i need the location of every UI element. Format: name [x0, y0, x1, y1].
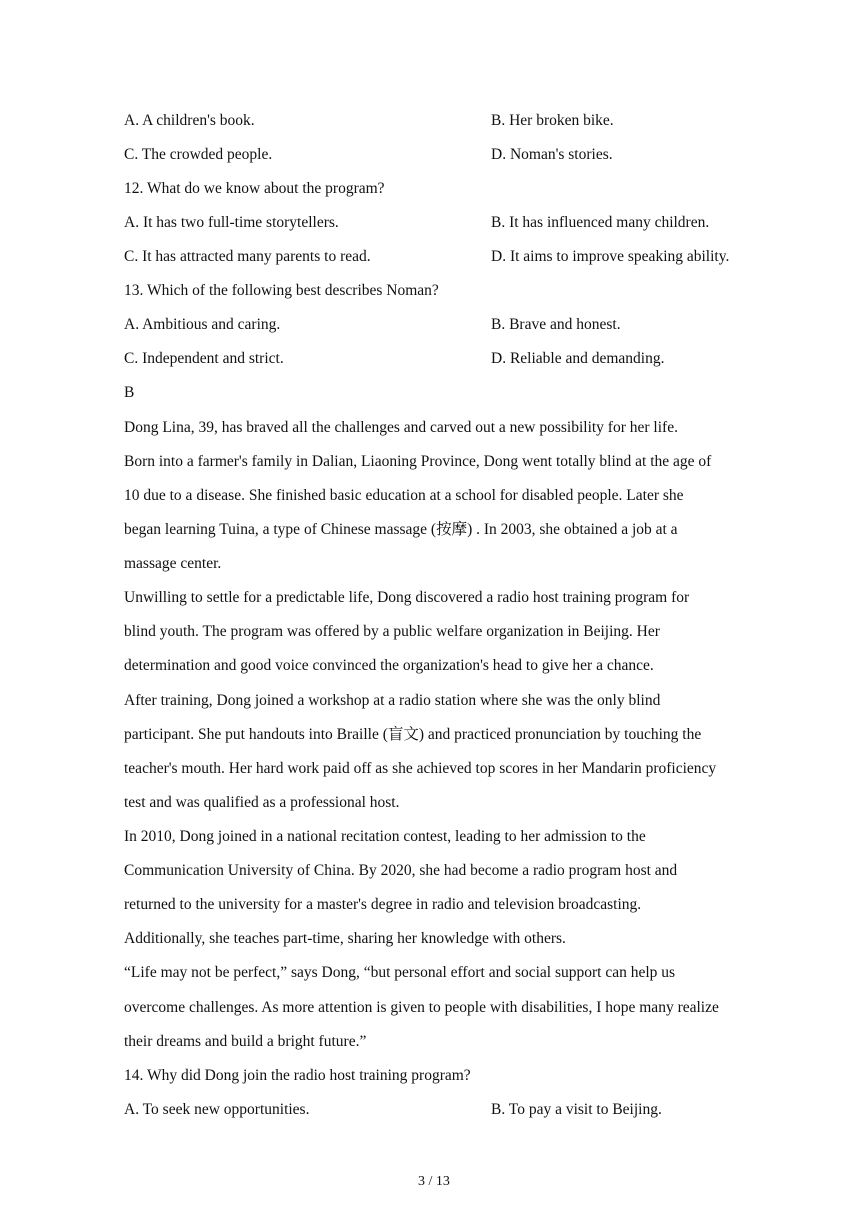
- q11-option-b: B. Her broken bike.: [491, 112, 614, 129]
- passage-line: Unwilling to settle for a predictable life, Dong discovered a radio host training program for: [124, 589, 690, 606]
- passage-line: began learning Tuina, a type of Chinese massage (按摩) . In 2003, she obtained a job at a: [124, 521, 678, 538]
- q12-option-a: A. It has two full-time storytellers.: [124, 214, 339, 231]
- passage-line: Communication University of China. By 2020, she had become a radio program host and: [124, 862, 678, 879]
- q13-option-c: C. Independent and strict.: [124, 350, 284, 367]
- q13-option-a: A. Ambitious and caring.: [124, 316, 281, 333]
- passage-line: In 2010, Dong joined in a national recitation contest, leading to her admission to the: [124, 828, 646, 845]
- passage-line: test and was qualified as a professional host.: [124, 794, 400, 811]
- q12-option-d: D. It aims to improve speaking ability.: [491, 248, 730, 265]
- q11-option-c: C. The crowded people.: [124, 146, 273, 163]
- section-label: B: [124, 384, 135, 401]
- passage-line: determination and good voice convinced the organization's head to give her a chance.: [124, 657, 654, 674]
- passage-line: “Life may not be perfect,” says Dong, “but personal effort and social support can help us: [124, 964, 676, 981]
- passage-line: blind youth. The program was offered by a public welfare organization in Beijing. Her: [124, 623, 660, 640]
- q14-stem: 14. Why did Dong join the radio host training program?: [124, 1067, 471, 1084]
- passage-line: returned to the university for a master's degree in radio and television broadcasting.: [124, 896, 642, 913]
- passage-line: Born into a farmer's family in Dalian, Liaoning Province, Dong went totally blind at the age of: [124, 453, 712, 470]
- q11-option-d: D. Noman's stories.: [491, 146, 613, 163]
- q14-option-a: A. To seek new opportunities.: [124, 1101, 310, 1118]
- passage-line: After training, Dong joined a workshop at a radio station where she was the only blind: [124, 692, 661, 709]
- passage-line: Dong Lina, 39, has braved all the challenges and carved out a new possibility for her life.: [124, 419, 678, 436]
- passage-line: participant. She put handouts into Braille (盲文) and practiced pronunciation by touching the: [124, 726, 702, 743]
- q12-option-b: B. It has influenced many children.: [491, 214, 710, 231]
- passage-line: teacher's mouth. Her hard work paid off as she achieved top scores in her Mandarin proficiency: [124, 760, 717, 777]
- passage-line: 10 due to a disease. She finished basic education at a school for disabled people. Later she: [124, 487, 684, 504]
- passage-line: their dreams and build a bright future.”: [124, 1033, 367, 1050]
- q11-option-a: A. A children's book.: [124, 112, 255, 129]
- q12-stem: 12. What do we know about the program?: [124, 180, 385, 197]
- q13-stem: 13. Which of the following best describes Noman?: [124, 282, 439, 299]
- q14-option-b: B. To pay a visit to Beijing.: [491, 1101, 662, 1118]
- passage-line: overcome challenges. As more attention is given to people with disabilities, I hope many realize: [124, 999, 719, 1016]
- page-number: 3 / 13: [418, 1174, 450, 1189]
- passage-line: massage center.: [124, 555, 222, 572]
- q13-option-b: B. Brave and honest.: [491, 316, 621, 333]
- q13-option-d: D. Reliable and demanding.: [491, 350, 665, 367]
- q12-option-c: C. It has attracted many parents to read.: [124, 248, 371, 265]
- passage-line: Additionally, she teaches part-time, sharing her knowledge with others.: [124, 930, 566, 947]
